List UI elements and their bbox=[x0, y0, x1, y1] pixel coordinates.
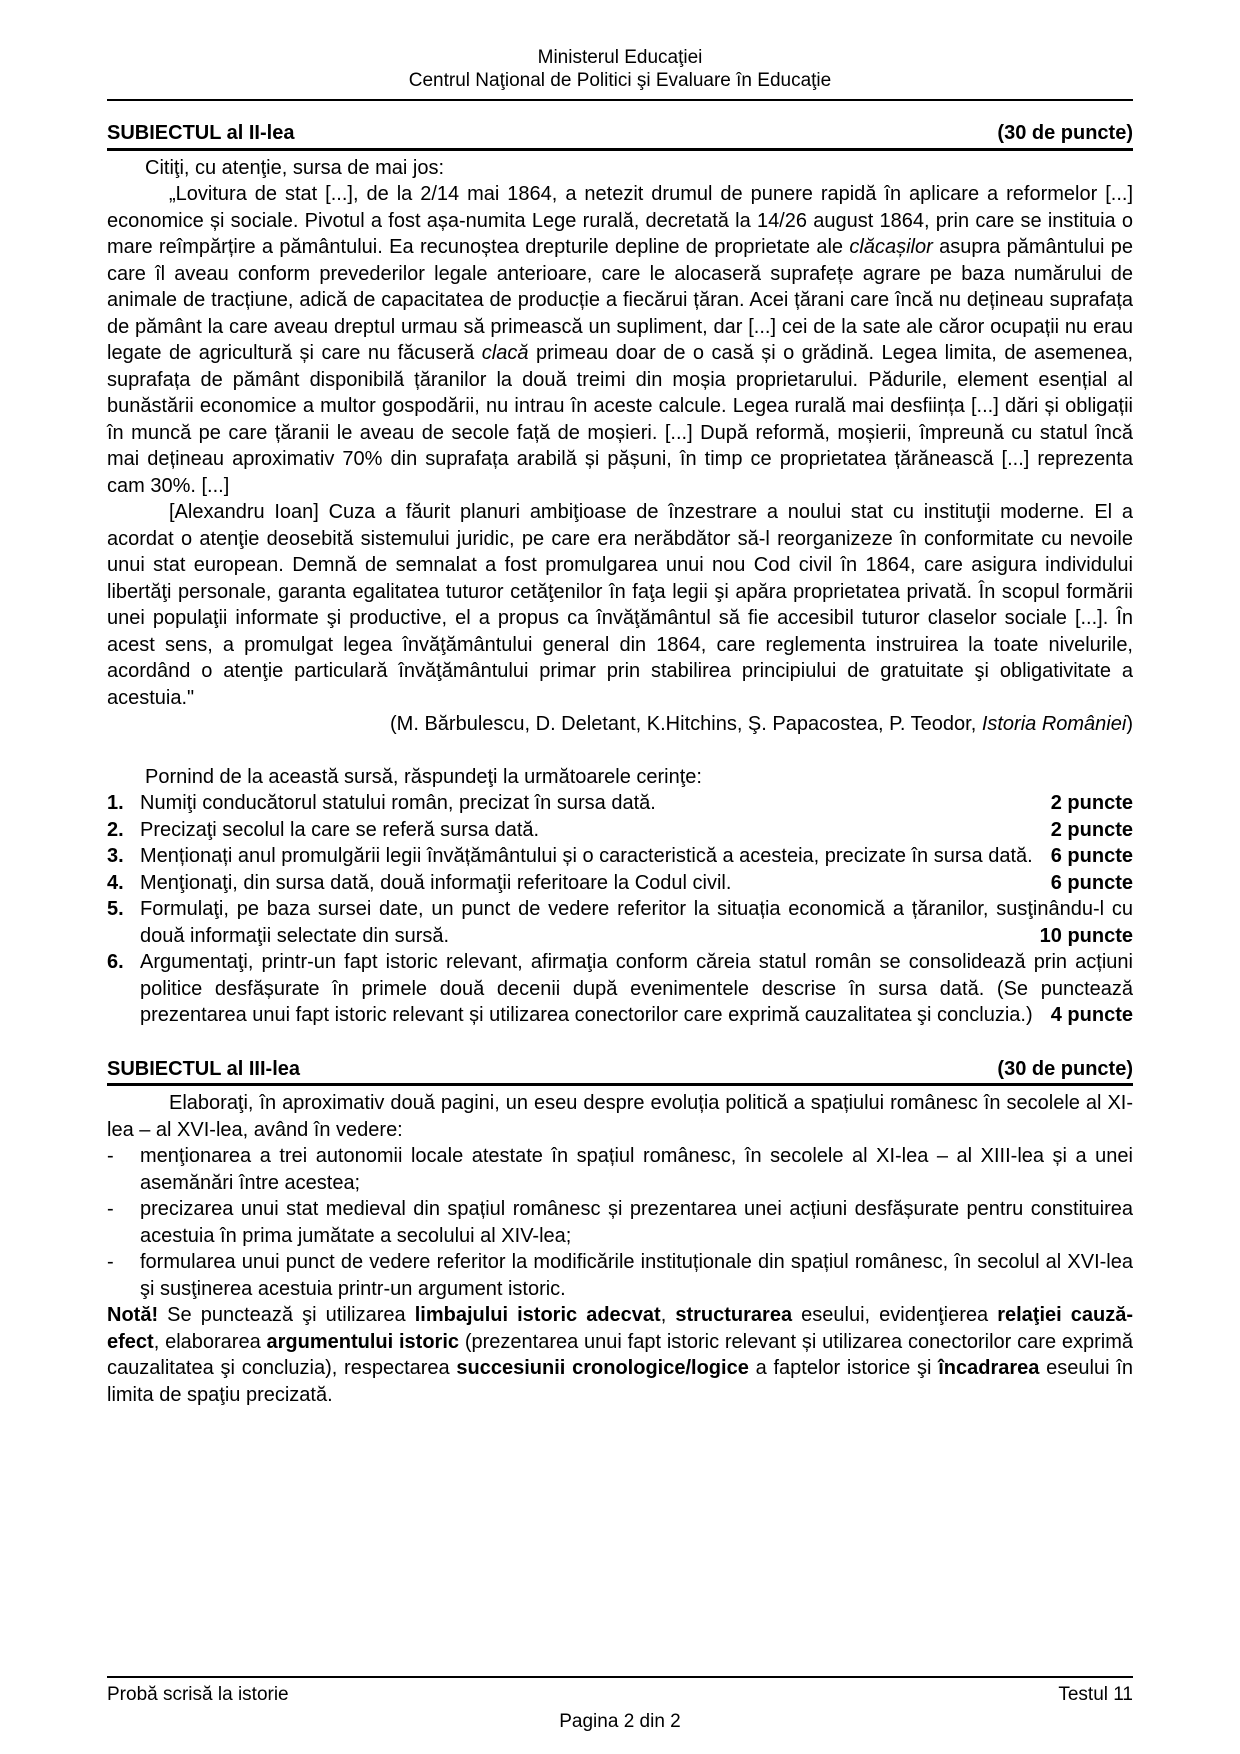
bullet-text: menţionarea a trei autonomii locale atestate în spațiul românesc, în secolele al XI-lea – al XIII-lea și a unei asemănări între acestea; bbox=[140, 1145, 1133, 1194]
bullet-dash: - bbox=[107, 1198, 114, 1220]
requirement-item-4 bbox=[107, 870, 1133, 897]
requirement-item-6 bbox=[107, 949, 1133, 1029]
item-number: 5. bbox=[107, 898, 124, 920]
nota-text: a faptelor istorice şi bbox=[748, 1357, 939, 1379]
item-points: 2 puncte bbox=[1050, 818, 1133, 841]
requirements-list bbox=[107, 790, 1133, 1029]
nota-bold: Notă! bbox=[107, 1304, 159, 1326]
item-number: 4. bbox=[107, 871, 124, 894]
subject2-intro: Citiţi, cu atenţie, sursa de mai jos: bbox=[145, 156, 445, 179]
source-paragraph-2: [Alexandru Ioan] Cuza a făurit planuri ambiţioase de înzestrare a noului stat cu instituţii moderne. El a acordat o atenţie deosebită sistemului juridic, pe care era nerăbdător să-l reorganizeze în conformitate cu nevoile unui stat european. Demnă de semnalat a fost promulgarea unui nou Cod civil în 1864, care asigura individului libertăţi personale, garanta egalitatea tuturor cetăţenilor în faţa legii şi apăra proprietatea privată. În scopul formării unei populaţii informate şi productive, el a propus ca învăţământul să fie accesibil tuturor claselor sociale [...]. În acest sens, a promulgat legea învăţământului general din 1864, care reglementa instruirea la toate nivelurile, acordând o atenţie particulară învăţământului primar prin stabilirea principiului de gratuitate şi obligativitate a acestuia." bbox=[107, 501, 1133, 709]
bullet-dash: - bbox=[107, 1145, 114, 1167]
subject2-heading bbox=[107, 120, 1133, 151]
item-body bbox=[140, 790, 1133, 817]
nota-text: eseului în limita de spaţiu precizată. bbox=[107, 1357, 1133, 1406]
item-body bbox=[140, 870, 1133, 897]
essay-bullet-2 bbox=[107, 1196, 1133, 1249]
item-text: Numiţi conducătorul statului român, precizat în sursa dată. bbox=[140, 792, 656, 814]
bullet-text: precizarea unui stat medieval din spațiul românesc și prezentarea unei acțiuni desfășurate pentru constituirea acestuia în prima jumătate a secolului al XIV-lea; bbox=[140, 1198, 1133, 1247]
item-number: 2. bbox=[107, 818, 124, 841]
item-points: 4 puncte bbox=[1050, 1004, 1133, 1026]
item-body bbox=[140, 949, 1133, 1029]
source-text-segment: primeau doar de o casă și o grădină. Legea limita, de asemenea, suprafața de pământ disponibilă țăranilor la două treimi din moșia proprietarului. Pădurile, element esențial al bunăstării economice a multor gospodării, nu intrau în aceste calcule. Legea rurală mai desființa [...] dări și obligații în muncă pe care țăranii le aveau de secole față de moșieri. [...] După reformă, moșierii, împreună cu statul încă mai dețineau aproximativ 70% din suprafața arabilă și pășuni, în timp ce proprietatea țărănească [...] reprezenta cam 30%. [...] bbox=[107, 342, 1134, 497]
source-paragraph-1 bbox=[107, 181, 1133, 499]
item-body bbox=[140, 896, 1133, 949]
subject3-heading bbox=[107, 1056, 1133, 1087]
footer-test-number: Testul 11 bbox=[1058, 1684, 1133, 1705]
subject3-title: SUBIECTUL al III-lea bbox=[107, 1057, 301, 1080]
center-name: Centrul Naţional de Politici şi Evaluare în Educaţie bbox=[408, 70, 832, 91]
nota-text: eseului, evidenţierea bbox=[792, 1304, 998, 1326]
essay-bullet-1 bbox=[107, 1143, 1133, 1196]
document-header bbox=[107, 46, 1133, 92]
footer-exam-type: Probă scrisă la istorie bbox=[107, 1684, 289, 1705]
item-number: 3. bbox=[107, 845, 124, 867]
requirement-item-5 bbox=[107, 896, 1133, 949]
item-text: Argumentaţi, printr-un fapt istoric relevant, afirmaţia conform căreia statul român se consolidează prin acțiuni politice desfășurate în primele două decenii după evenimentele descrise în sursa dată. (Se punctează prezentarea unui fapt istoric relevant și utilizarea conectorilor care exprimă cauzalitatea şi concluzia.) bbox=[140, 951, 1133, 1026]
item-number: 1. bbox=[107, 792, 124, 814]
subject3-points: (30 de puncte) bbox=[997, 1057, 1133, 1080]
requirements-intro: Pornind de la această sursă, răspundeţi la următoarele cerinţe: bbox=[145, 765, 702, 788]
requirement-item-3 bbox=[107, 843, 1133, 870]
footer-page-number: Pagina 2 din 2 bbox=[559, 1711, 681, 1732]
nota-bold: succesiunii cronologice/logice bbox=[456, 1357, 749, 1379]
attribution-close: ) bbox=[1126, 713, 1133, 735]
attribution-book-title: Istoria României bbox=[981, 713, 1127, 735]
footer-row bbox=[107, 1683, 1133, 1707]
nota-bold: relaţiei cauză-efect bbox=[107, 1304, 1134, 1353]
source-attribution bbox=[107, 711, 1133, 738]
nota-paragraph bbox=[107, 1302, 1133, 1408]
nota-text: , elaborarea bbox=[153, 1330, 267, 1353]
item-text: Formulaţi, pe baza sursei date, un punct de vedere referitor la situația economică a țăranilor, susţinându-l cu două informaţii selectate din sursă. bbox=[140, 898, 1133, 947]
bullet-text: formularea unui punct de vedere referitor la modificările instituționale din spațiul românesc, în secolul al XVI-lea şi susţinerea acestuia printr-un argument istoric. bbox=[140, 1251, 1133, 1300]
item-body bbox=[140, 843, 1133, 870]
nota-bold: argumentului istoric bbox=[266, 1330, 460, 1353]
source-text-segment: asupra pământului pe care îl aveau conform prevederilor legale anterioare, care le alocaseră suprafețe agrare pe baza numărului de animale de tracțiune, adică de capacitatea de producție a fiecărui țăran. Acei țărani care încă nu dețineau suprafața de pământ la care aveau dreptul urmau să primească un supliment, dar [...] cei de la sate ale căror ocupații nu erau legate de agricultură și care nu făcuseră bbox=[107, 236, 1133, 364]
item-points: 6 puncte bbox=[1050, 845, 1133, 867]
item-points: 6 puncte bbox=[1050, 871, 1133, 894]
page-footer bbox=[107, 1676, 1133, 1734]
item-text: Menționați anul promulgării legii învățământului și o caracteristică a acesteia, precizate în sursa dată. bbox=[140, 845, 1033, 867]
attribution-authors: (M. Bărbulescu, D. Deletant, K.Hitchins, Ş. Papacostea, P. Teodor, bbox=[390, 713, 982, 735]
ministry-name: Ministerul Educaţiei bbox=[537, 47, 703, 68]
item-text: Precizaţi secolul la care se referă sursa dată. bbox=[140, 818, 540, 841]
item-points: 10 puncte bbox=[1039, 924, 1133, 947]
essay-requirements-list bbox=[107, 1143, 1133, 1302]
item-text: Menţionaţi, din sursa dată, două informaţii referitoare la Codul civil. bbox=[140, 871, 732, 894]
header-divider bbox=[107, 99, 1133, 101]
requirement-item-1 bbox=[107, 790, 1133, 817]
nota-text: (prezentarea unui fapt istoric relevant și utilizarea conectorilor care exprimă cauzalitatea şi concluzia), respectarea bbox=[107, 1330, 1134, 1379]
item-points: 2 puncte bbox=[1050, 792, 1133, 814]
item-body bbox=[140, 817, 1133, 844]
requirement-item-2 bbox=[107, 817, 1133, 844]
nota-bold: limbajului istoric adecvat bbox=[414, 1304, 661, 1326]
essay-bullet-3 bbox=[107, 1249, 1133, 1302]
nota-text: Se punctează şi utilizarea bbox=[158, 1304, 415, 1326]
subject2-points: (30 de puncte) bbox=[997, 122, 1133, 144]
nota-bold: structurarea bbox=[675, 1304, 793, 1326]
subject2-title: SUBIECTUL al II-lea bbox=[107, 122, 295, 144]
footer-divider bbox=[107, 1676, 1133, 1678]
source-text-segment: „Lovitura de stat [...], de la 2/14 mai 1864, a netezit drumul de punere rapidă în aplicare a reformelor [...] economice și sociale. Pivotul a fost așa-numita Lege rurală, decretată la 14/26 august 1864, prin care se instituia o mare reîmpărțire a pământului. Ea recunoștea drepturile depline de proprietate ale bbox=[107, 183, 1133, 258]
bullet-dash: - bbox=[107, 1251, 114, 1273]
subject3-intro: Elaboraţi, în aproximativ două pagini, un eseu despre evoluția politică a spațiului românesc în secolele al XI-lea – al XVI-lea, având în vedere: bbox=[107, 1092, 1133, 1141]
item-number: 6. bbox=[107, 951, 124, 973]
nota-text: , bbox=[660, 1304, 676, 1326]
source-italic-term: clacă bbox=[481, 342, 529, 364]
source-italic-term: clăcașilor bbox=[849, 236, 933, 258]
nota-bold: încadrarea bbox=[938, 1357, 1040, 1379]
